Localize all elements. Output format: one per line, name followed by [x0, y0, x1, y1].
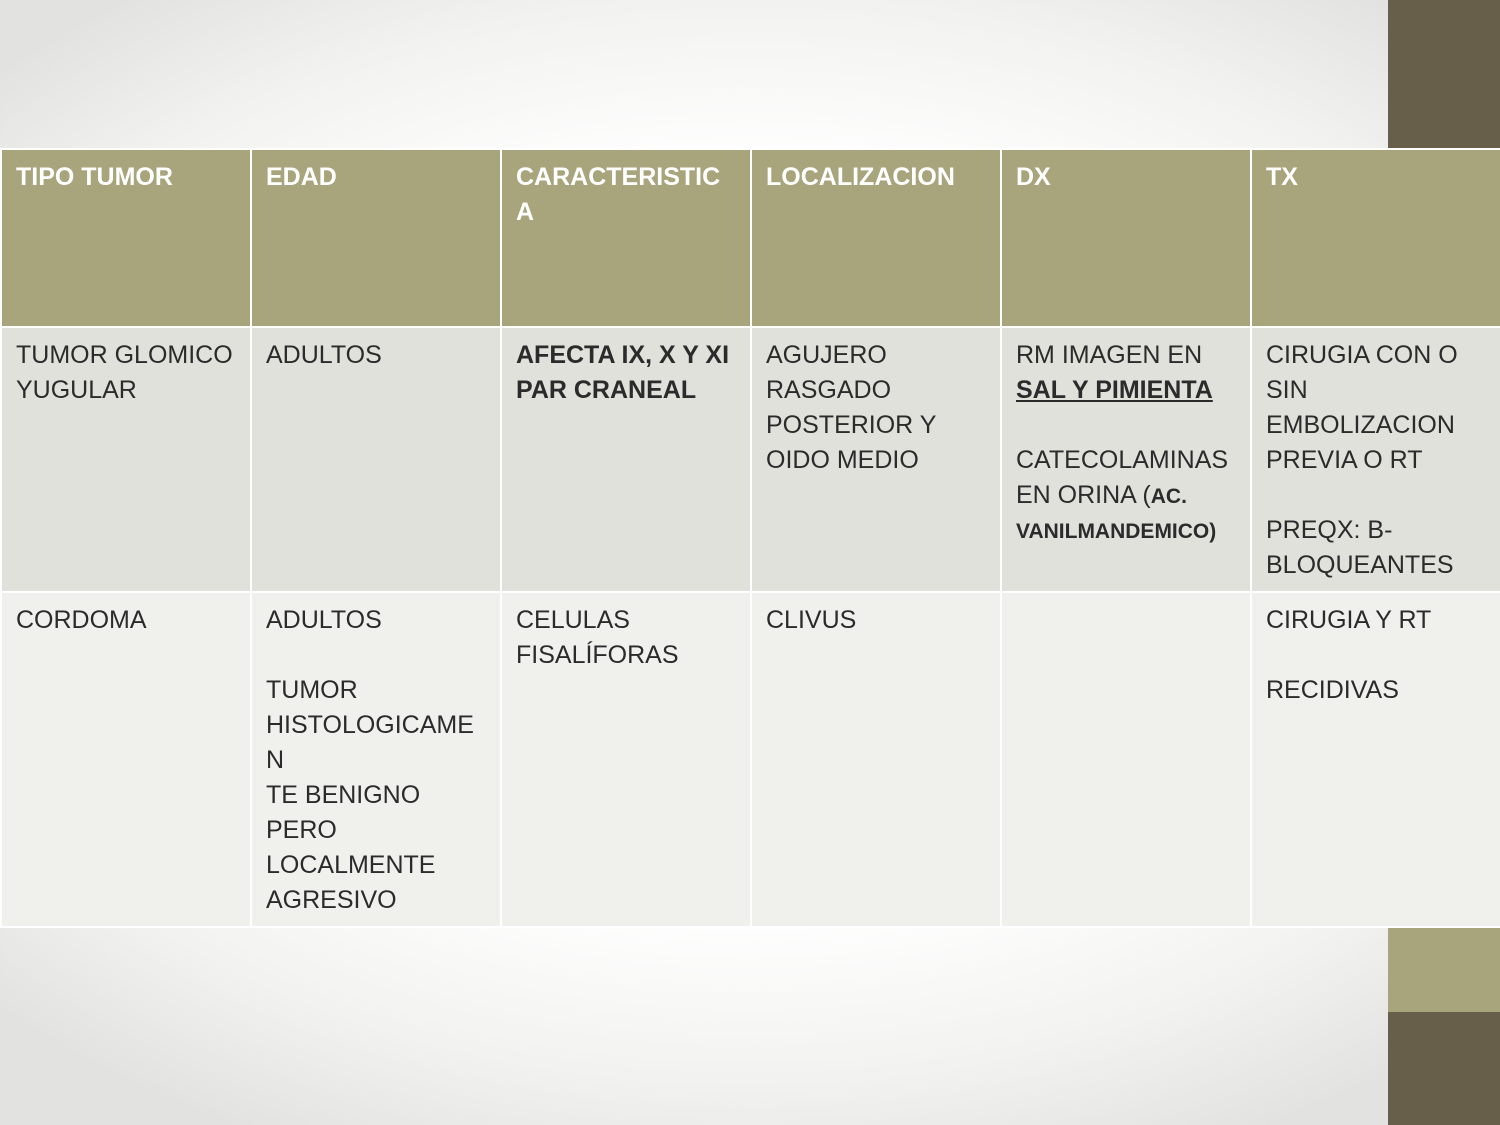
cell-text-small: VANILMANDEMICO) [1016, 520, 1217, 543]
cell-caracteristica [501, 327, 751, 592]
cell-text: OIDO MEDIO [766, 446, 919, 474]
cell-tipo-tumor [1, 327, 251, 592]
cell-text: SIN [1266, 376, 1308, 404]
cell-text: CORDOMA [16, 606, 147, 634]
cell-text-small: AC. [1150, 485, 1187, 508]
header-edad: EDAD [251, 149, 501, 327]
cell-text: PAR CRANEAL [516, 376, 697, 404]
cell-text: EMBOLIZACION [1266, 411, 1455, 439]
cell-tx [1251, 327, 1500, 592]
cell-localizacion [751, 327, 1001, 592]
cell-text: RECIDIVAS [1266, 676, 1399, 704]
cell-tipo-tumor [1, 592, 251, 927]
cell-text: YUGULAR [16, 376, 137, 404]
cell-text: LOCALMENTE [266, 851, 436, 879]
cell-text: FISALÍFORAS [516, 641, 679, 669]
tumor-table [0, 148, 1500, 928]
cell-text-emphasis: SAL Y PIMIENTA [1016, 376, 1213, 404]
cell-edad [251, 592, 501, 927]
table-row [1, 327, 1500, 592]
cell-text: TUMOR GLOMICO [16, 341, 233, 369]
cell-dx [1001, 327, 1251, 592]
cell-text: POSTERIOR Y [766, 411, 937, 439]
cell-tx [1251, 592, 1500, 927]
cell-caracteristica [501, 592, 751, 927]
cell-text: RM IMAGEN EN [1016, 341, 1203, 369]
header-localizacion: LOCALIZACION [751, 149, 1001, 327]
table-header-row [1, 149, 1500, 327]
cell-text-line [1016, 478, 1236, 514]
header-tx: TX [1251, 149, 1500, 327]
cell-text: CIRUGIA CON O [1266, 341, 1458, 369]
table-row [1, 592, 1500, 927]
cell-localizacion [751, 592, 1001, 927]
cell-text: AGRESIVO [266, 886, 397, 914]
cell-text: CIRUGIA Y RT [1266, 606, 1432, 634]
header-caracteristica: CARACTERISTICA [501, 149, 751, 327]
cell-dx [1001, 592, 1251, 927]
cell-text: PREVIA O RT [1266, 446, 1423, 474]
cell-text: EN ORINA ( [1016, 481, 1151, 509]
cell-text: HISTOLOGICAMEN [266, 711, 474, 774]
cell-text: CATECOLAMINAS [1016, 446, 1229, 474]
cell-edad [251, 327, 501, 592]
cell-text: TUMOR [266, 676, 358, 704]
cell-text: TE BENIGNO PERO [266, 781, 421, 844]
cell-text: RASGADO [766, 376, 892, 404]
cell-text: AGUJERO [766, 341, 887, 369]
cell-text: BLOQUEANTES [1266, 551, 1454, 579]
decorative-bar-top-right [1388, 0, 1500, 148]
header-tipo-tumor: TIPO TUMOR [1, 149, 251, 327]
cell-text: CELULAS [516, 606, 630, 634]
cell-text: CLIVUS [766, 606, 857, 634]
header-dx: DX [1001, 149, 1251, 327]
decorative-bar-bottom-right-dark [1388, 1012, 1500, 1125]
cell-text: ADULTOS [266, 606, 382, 634]
cell-text: AFECTA IX, X Y XI [516, 341, 730, 369]
cell-text: PREQX: B- [1266, 516, 1393, 544]
cell-text: ADULTOS [266, 341, 382, 369]
